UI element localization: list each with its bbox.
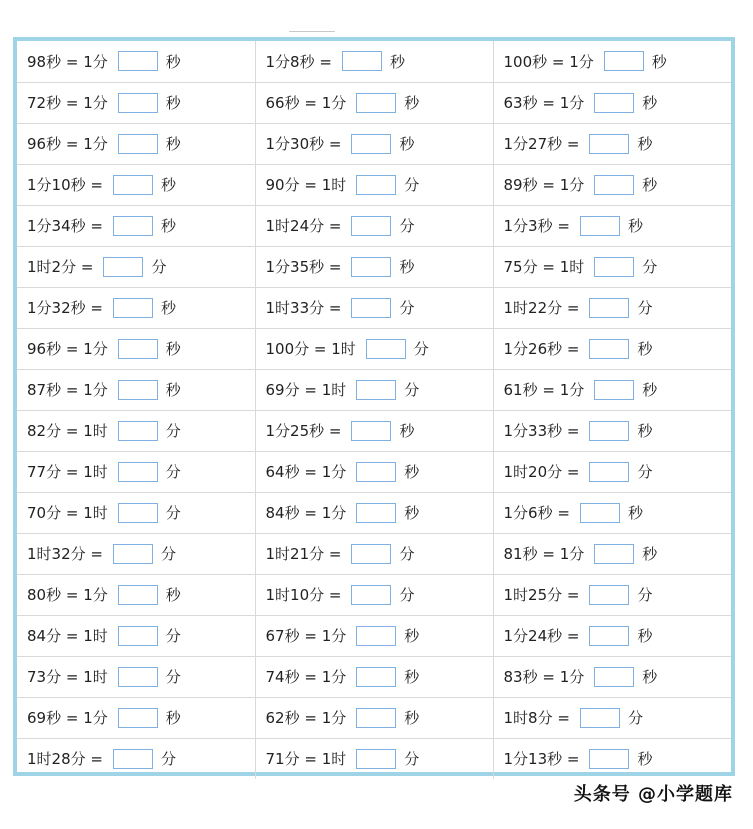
exercise-row (17, 164, 731, 205)
exercise-cell (17, 82, 255, 123)
exercise-cell (493, 738, 731, 779)
unit-label: 分 (404, 381, 420, 399)
unit-label: 秒 (165, 381, 181, 399)
unit-label: 秒 (165, 709, 181, 727)
exercise-cell (255, 615, 493, 656)
exercise-cell (255, 123, 493, 164)
unit-label: 秒 (404, 94, 420, 112)
exercise-cell (255, 328, 493, 369)
unit-label: 分 (160, 750, 176, 769)
answer-box[interactable] (356, 380, 396, 400)
answer-box[interactable] (589, 134, 629, 154)
answer-box[interactable] (118, 667, 158, 687)
unit-label: 秒 (404, 463, 420, 481)
answer-box[interactable] (589, 749, 629, 769)
unit-label: 分 (399, 545, 415, 563)
answer-box[interactable] (351, 544, 391, 564)
answer-box[interactable] (580, 503, 620, 523)
unit-label: 秒 (642, 381, 658, 399)
question-text: 90分 = 1时 (265, 176, 347, 194)
question-text: 83秒 = 1分 (503, 668, 585, 686)
unit-label: 分 (413, 340, 429, 358)
exercise-cell (17, 205, 255, 246)
watermark: 头条号 @小学题库 (573, 784, 733, 805)
question-text: 1分26秒 = (503, 340, 580, 358)
exercise-table (17, 41, 731, 779)
answer-box[interactable] (589, 421, 629, 441)
unit-label: 秒 (637, 340, 653, 358)
answer-box[interactable] (351, 421, 391, 441)
answer-box[interactable] (118, 585, 158, 605)
answer-box[interactable] (351, 257, 391, 277)
exercise-cell (17, 656, 255, 697)
exercise-cell (255, 492, 493, 533)
unit-label: 分 (151, 258, 167, 276)
unit-label: 秒 (404, 709, 420, 727)
question-text: 1分25秒 = (265, 422, 342, 440)
answer-box[interactable] (594, 667, 634, 687)
unit-label: 分 (637, 586, 653, 604)
question-text: 72秒 = 1分 (27, 94, 108, 112)
question-text: 1时25分 = (503, 586, 580, 604)
exercise-cell (493, 123, 731, 164)
unit-label: 秒 (160, 299, 176, 317)
question-text: 100分 = 1时 (265, 340, 356, 358)
unit-label: 分 (399, 217, 415, 235)
question-text: 1时22分 = (503, 299, 580, 317)
question-text: 66秒 = 1分 (265, 94, 347, 112)
exercise-row (17, 738, 731, 779)
exercise-cell (255, 656, 493, 697)
question-text: 73分 = 1时 (27, 668, 108, 686)
exercise-row (17, 451, 731, 492)
exercise-row (17, 656, 731, 697)
unit-label: 秒 (399, 135, 415, 153)
question-text: 1分13秒 = (503, 750, 580, 769)
question-text: 1时20分 = (503, 463, 580, 481)
unit-label: 秒 (627, 217, 643, 235)
exercise-row (17, 246, 731, 287)
exercise-cell (255, 574, 493, 615)
answer-box[interactable] (589, 298, 629, 318)
unit-label: 分 (399, 299, 415, 317)
answer-box[interactable] (118, 421, 158, 441)
exercise-cell (493, 205, 731, 246)
question-text: 1分30秒 = (265, 135, 342, 153)
question-text: 84分 = 1时 (27, 627, 108, 645)
unit-label: 分 (399, 586, 415, 604)
unit-label: 秒 (389, 52, 405, 71)
unit-label: 分 (637, 463, 653, 481)
answer-box[interactable] (356, 462, 396, 482)
unit-label: 分 (160, 545, 176, 563)
unit-label: 秒 (404, 627, 420, 645)
answer-box[interactable] (356, 175, 396, 195)
answer-box[interactable] (351, 298, 391, 318)
unit-label: 秒 (642, 545, 658, 563)
answer-box[interactable] (118, 503, 158, 523)
question-text: 74秒 = 1分 (265, 668, 347, 686)
exercise-table-body (17, 41, 731, 779)
exercise-row (17, 410, 731, 451)
exercise-cell (17, 615, 255, 656)
answer-box[interactable] (356, 667, 396, 687)
question-text: 1时32分 = (27, 545, 103, 563)
question-text: 1时10分 = (265, 586, 342, 604)
exercise-cell (17, 369, 255, 410)
exercise-row (17, 369, 731, 410)
exercise-cell (255, 164, 493, 205)
unit-label: 秒 (637, 422, 653, 440)
exercise-row (17, 82, 731, 123)
answer-box[interactable] (342, 51, 382, 71)
answer-box[interactable] (118, 339, 158, 359)
question-text: 1分24秒 = (503, 627, 580, 645)
question-text: 71分 = 1时 (265, 750, 347, 769)
answer-box[interactable] (594, 380, 634, 400)
question-text: 1分10秒 = (27, 176, 103, 194)
question-text: 1分6秒 = (503, 504, 570, 522)
unit-label: 秒 (404, 504, 420, 522)
question-text: 63秒 = 1分 (503, 94, 585, 112)
exercise-cell (493, 697, 731, 738)
unit-label: 秒 (637, 135, 653, 153)
exercise-cell (493, 656, 731, 697)
worksheet (13, 37, 735, 776)
unit-label: 秒 (165, 135, 181, 153)
question-text: 100秒 = 1分 (503, 52, 594, 71)
answer-box[interactable] (580, 216, 620, 236)
unit-label: 秒 (651, 52, 667, 71)
question-text: 67秒 = 1分 (265, 627, 347, 645)
unit-label: 秒 (627, 504, 643, 522)
answer-box[interactable] (351, 585, 391, 605)
unit-label: 分 (165, 627, 181, 645)
exercise-row (17, 574, 731, 615)
unit-label: 分 (637, 299, 653, 317)
question-text: 1时28分 = (27, 750, 103, 769)
exercise-cell (255, 533, 493, 574)
exercise-cell (493, 246, 731, 287)
unit-label: 秒 (165, 340, 181, 358)
answer-box[interactable] (594, 175, 634, 195)
unit-label: 分 (165, 504, 181, 522)
exercise-cell (17, 123, 255, 164)
answer-box[interactable] (118, 462, 158, 482)
answer-box[interactable] (113, 175, 153, 195)
answer-box[interactable] (118, 626, 158, 646)
unit-label: 分 (642, 258, 658, 276)
exercise-cell (17, 328, 255, 369)
question-text: 69秒 = 1分 (27, 709, 108, 727)
exercise-cell (255, 697, 493, 738)
answer-box[interactable] (589, 585, 629, 605)
answer-box[interactable] (356, 749, 396, 769)
exercise-cell (255, 738, 493, 779)
question-text: 69分 = 1时 (265, 381, 347, 399)
answer-box[interactable] (580, 708, 620, 728)
question-text: 1分33秒 = (503, 422, 580, 440)
exercise-cell (17, 410, 255, 451)
unit-label: 秒 (642, 668, 658, 686)
exercise-cell (17, 451, 255, 492)
exercise-cell (17, 287, 255, 328)
answer-box[interactable] (118, 134, 158, 154)
unit-label: 分 (404, 176, 420, 194)
answer-box[interactable] (589, 339, 629, 359)
exercise-cell (493, 164, 731, 205)
answer-box[interactable] (113, 216, 153, 236)
exercise-cell (17, 41, 255, 82)
unit-label: 秒 (637, 627, 653, 645)
unit-label: 秒 (642, 176, 658, 194)
answer-box[interactable] (118, 93, 158, 113)
question-text: 61秒 = 1分 (503, 381, 585, 399)
exercise-cell (17, 574, 255, 615)
question-text: 96秒 = 1分 (27, 135, 108, 153)
exercise-row (17, 328, 731, 369)
exercise-row (17, 697, 731, 738)
question-text: 1时8分 = (503, 709, 570, 727)
exercise-cell (255, 41, 493, 82)
question-text: 98秒 = 1分 (27, 52, 108, 71)
question-text: 1时21分 = (265, 545, 342, 563)
question-text: 1分34秒 = (27, 217, 103, 235)
exercise-cell (493, 492, 731, 533)
exercise-cell (493, 328, 731, 369)
unit-label: 秒 (399, 422, 415, 440)
answer-box[interactable] (351, 216, 391, 236)
exercise-cell (17, 738, 255, 779)
exercise-cell (255, 82, 493, 123)
question-text: 1分3秒 = (503, 217, 570, 235)
question-text: 82分 = 1时 (27, 422, 108, 440)
answer-box[interactable] (113, 749, 153, 769)
unit-label: 秒 (165, 94, 181, 112)
answer-box[interactable] (589, 462, 629, 482)
answer-box[interactable] (113, 544, 153, 564)
unit-label: 分 (404, 750, 420, 769)
question-text: 1时2分 = (27, 258, 94, 276)
question-text: 70分 = 1时 (27, 504, 108, 522)
question-text: 1分8秒 = (265, 52, 332, 71)
exercise-cell (493, 82, 731, 123)
exercise-cell (493, 41, 731, 82)
exercise-cell (17, 164, 255, 205)
unit-label: 秒 (160, 217, 176, 235)
question-text: 80秒 = 1分 (27, 586, 108, 604)
answer-box[interactable] (356, 708, 396, 728)
answer-box[interactable] (594, 544, 634, 564)
exercise-cell (493, 369, 731, 410)
unit-label: 分 (165, 463, 181, 481)
exercise-row (17, 123, 731, 164)
question-text: 96秒 = 1分 (27, 340, 108, 358)
question-text: 81秒 = 1分 (503, 545, 585, 563)
question-text: 64秒 = 1分 (265, 463, 347, 481)
exercise-row (17, 533, 731, 574)
question-text: 89秒 = 1分 (503, 176, 585, 194)
answer-box[interactable] (356, 626, 396, 646)
exercise-cell (255, 410, 493, 451)
exercise-row (17, 41, 731, 82)
question-text: 1时24分 = (265, 217, 342, 235)
exercise-row (17, 287, 731, 328)
unit-label: 秒 (637, 750, 653, 769)
answer-box[interactable] (351, 134, 391, 154)
exercise-row (17, 492, 731, 533)
unit-label: 秒 (404, 668, 420, 686)
exercise-cell (255, 287, 493, 328)
answer-box[interactable] (604, 51, 644, 71)
exercise-cell (255, 205, 493, 246)
answer-box[interactable] (356, 503, 396, 523)
exercise-cell (493, 287, 731, 328)
unit-label: 分 (165, 422, 181, 440)
question-text: 1分32秒 = (27, 299, 103, 317)
question-text: 75分 = 1时 (503, 258, 585, 276)
exercise-cell (255, 451, 493, 492)
answer-box[interactable] (589, 626, 629, 646)
answer-box[interactable] (103, 257, 143, 277)
unit-label: 秒 (160, 176, 176, 194)
exercise-cell (255, 369, 493, 410)
unit-label: 秒 (399, 258, 415, 276)
answer-box[interactable] (118, 380, 158, 400)
question-text: 1时33分 = (265, 299, 342, 317)
exercise-cell (17, 697, 255, 738)
exercise-cell (493, 615, 731, 656)
answer-box[interactable] (366, 339, 406, 359)
top-divider (289, 31, 335, 32)
exercise-cell (17, 246, 255, 287)
question-text: 1分27秒 = (503, 135, 580, 153)
unit-label: 秒 (165, 586, 181, 604)
question-text: 84秒 = 1分 (265, 504, 347, 522)
answer-box[interactable] (356, 93, 396, 113)
exercise-cell (493, 574, 731, 615)
answer-box[interactable] (113, 298, 153, 318)
answer-box[interactable] (118, 51, 158, 71)
answer-box[interactable] (118, 708, 158, 728)
exercise-cell (17, 533, 255, 574)
exercise-cell (17, 492, 255, 533)
unit-label: 分 (165, 668, 181, 686)
exercise-cell (255, 246, 493, 287)
question-text: 1分35秒 = (265, 258, 342, 276)
exercise-cell (493, 533, 731, 574)
question-text: 62秒 = 1分 (265, 709, 347, 727)
exercise-row (17, 205, 731, 246)
question-text: 77分 = 1时 (27, 463, 108, 481)
exercise-row (17, 615, 731, 656)
answer-box[interactable] (594, 257, 634, 277)
exercise-cell (493, 451, 731, 492)
unit-label: 秒 (165, 52, 181, 71)
answer-box[interactable] (594, 93, 634, 113)
unit-label: 分 (627, 709, 643, 727)
unit-label: 秒 (642, 94, 658, 112)
exercise-cell (493, 410, 731, 451)
question-text: 87秒 = 1分 (27, 381, 108, 399)
